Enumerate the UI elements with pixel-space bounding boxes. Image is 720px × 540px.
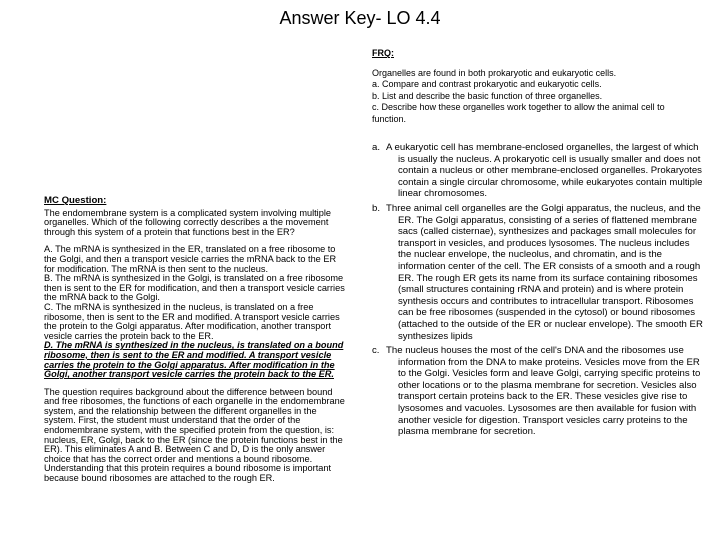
frq-part-c: c. Describe how these organelles work together to allow the animal cell to function. <box>372 102 665 124</box>
answer-b <box>372 203 704 342</box>
page-title: Answer Key- LO 4.4 <box>279 8 441 28</box>
choice-c: C. The mRNA is synthesized in the nucleus, is translated on a free ribosome, then is sent to the ER and modified. A transport vesicle carries the protein to the Golgi apparatus. After modification, another transport vesicle carries the protein back to the ER. <box>44 301 340 341</box>
frq-answers <box>372 142 704 441</box>
choice-b: B. The mRNA is synthesized in the Golgi, is translated on a free ribosome then is sent to the ER for modification, and then a transport vesicle carries the mRNA back to the Golgi. <box>44 273 345 303</box>
mc-explanation: The question requires background about the difference between bound and free ribosomes, the functions of each organelle in the endomembrane system, and the relationship between the different organelles in the system. First, the student must understand that the order of the endomembrane system, with the specified protein from the question, is: nucleus, ER, Golgi, back to the ER (since the protein functions best in the ER). This eliminates A and B. Between C and D, D is the only answer choice that has the correct order and mentions a bound ribosome. Understanding that this protein requires a bound ribosome is important because bound ribosomes are attached to the rough ER. <box>44 386 345 484</box>
mc-section <box>44 196 346 484</box>
mc-question: The endomembrane system is a complicated system involving multiple organelles. Which of the following correctly describes a the movement through this system of a protein that functions best in the ER? <box>44 207 331 237</box>
frq-parts-list <box>372 79 672 125</box>
choice-a: A. The mRNA is synthesized in the ER, translated on a free ribosome to the Golgi, and then a transport vesicle carries the mRNA back to the ER for modification. The mRNA is then sent to the nucleus. <box>44 244 337 274</box>
frq-intro: Organelles are found in both prokaryotic and eukaryotic cells. <box>372 67 617 78</box>
choice-d-correct: D. The mRNA is synthesized in the nucleus, is translated on a bound ribosome, then is sent to the ER and modified. A transport vesicle carries the protein to the Golgi apparatus. After modification in the Golgi, another transport vesicle carries the protein back to the ER. <box>44 340 344 380</box>
mc-heading: MC Question: <box>44 195 107 206</box>
frq-section <box>372 48 672 126</box>
answer-text: Three animal cell organelles are the Golgi apparatus, the nucleus, and the ER. The Golgi apparatus, consisting of a series of flattened membrane sacs (called cisternae), synthesizes and packages small molecules for transport in vesicles, and produces lysosomes. The nucleus includes the nuclear envelope, the nucleolus, and chromatin, and is the information center of the cell. The ER consists of a smooth and a rough ER. The rough ER gets its name from its surface containing ribosomes (small structures containing rRNA and protein) and is where protein synthesis occurs and contributes to intracellular transport. Ribosomes can be free ribosomes (suspended in the cytosol) or bound ribosomes (attached to the outside of the ER or nuclear envelope). The smooth ER synthesizes lipids <box>386 202 703 342</box>
frq-part-a: a. Compare and contrast prokaryotic and eukaryotic cells. <box>372 79 602 90</box>
answer-tag: c. <box>372 345 380 357</box>
answer-tag: b. <box>372 202 381 214</box>
answer-text: A eukaryotic cell has membrane-enclosed organelles, the largest of which is usually the nucleus. A prokaryotic cell is usually smaller and does not contain a nucleus or other membrane-enclosed organelles. Prokaryotes contain a single circular chromosome, while eukaryotes contain multiple linear chromosomes. <box>386 142 703 200</box>
answer-text: The nucleus houses the most of the cell's DNA and the ribosomes use information from the DNA to make proteins. Vesicles move from the ER to the Golgi. Vesicles form and leave Golgi, carrying specific proteins to other locations or to the plasma membrane for secretion. Vesicles also transport certain proteins back to the ER. These vesicles give rise to lysosomes and vacuoles. Lysosomes are then available for fusion with another vesicle for digestion. Transport vesicles carry proteins to the plasma membrane for secretion. <box>386 345 701 438</box>
answer-tag: a. <box>372 142 381 153</box>
answer-a <box>372 142 704 200</box>
answer-c <box>372 345 704 438</box>
frq-part-b: b. List and describe the basic function of three organelles. <box>372 90 603 101</box>
frq-heading: FRQ: <box>372 48 394 58</box>
